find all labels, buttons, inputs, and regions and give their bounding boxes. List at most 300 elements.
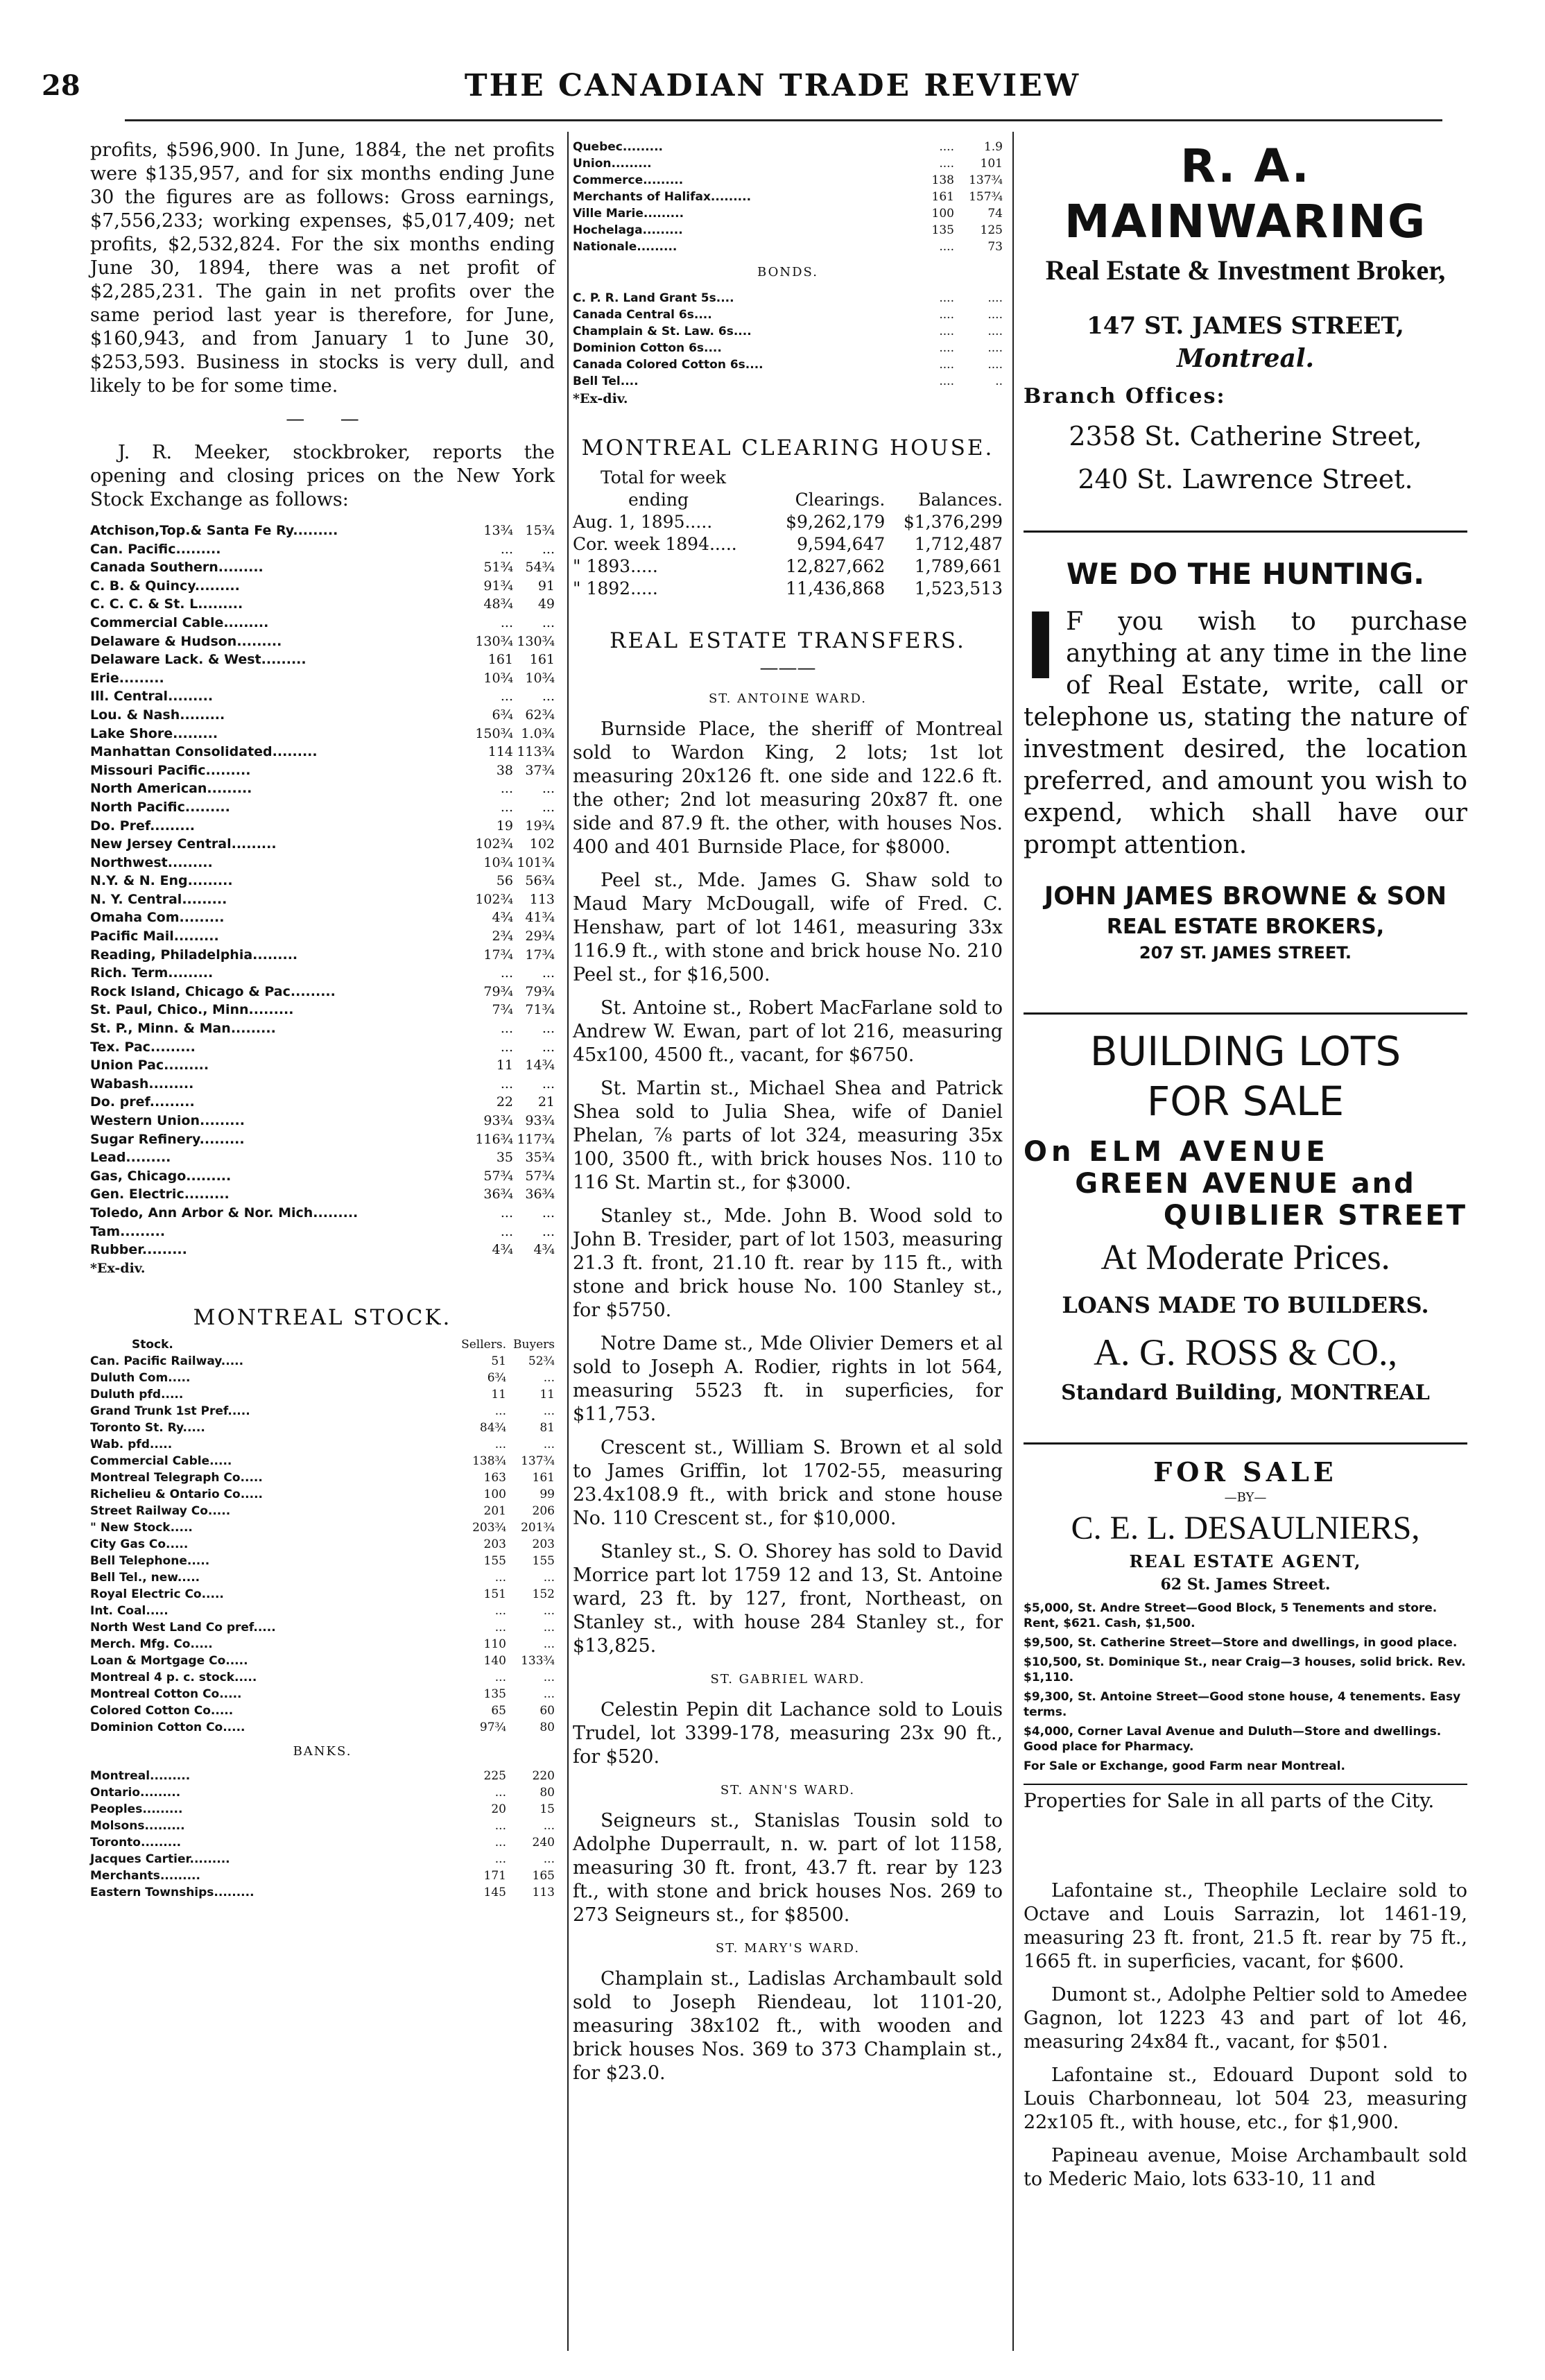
ad-line: GREEN AVENUE and <box>1075 1168 1416 1200</box>
running-head: THE CANADIAN TRADE REVIEW <box>464 68 1081 103</box>
table-row <box>90 1469 555 1486</box>
banks-continued-table <box>573 139 1003 255</box>
ward-heading: ST. GABRIEL WARD. <box>710 1672 865 1687</box>
row-name: Delaware Lack. & West......... <box>90 652 307 668</box>
ad-mainwaring <box>1024 139 1467 533</box>
row-value: ... <box>543 1437 555 1451</box>
table-row <box>90 1075 555 1094</box>
sale-item: For Sale or Exchange, good Farm near Montreal. <box>1024 1759 1345 1773</box>
table-row <box>573 340 1003 356</box>
row-value: .... <box>939 140 954 154</box>
row-value: ... <box>543 1404 555 1418</box>
row-name: Int. Coal..... <box>90 1603 169 1618</box>
table-row <box>90 1536 555 1553</box>
row-value: 4¾ <box>492 910 513 926</box>
table-row <box>90 1403 555 1420</box>
row-value: 171 <box>483 1868 506 1883</box>
clearing-label: Cor. week 1894..... <box>573 534 737 554</box>
row-name: Toronto......... <box>90 1835 182 1849</box>
column-left <box>90 139 555 1901</box>
table-row <box>573 511 1003 533</box>
table-row <box>90 632 555 651</box>
row-name: Montreal......... <box>90 1768 191 1783</box>
row-value: 203 <box>532 1537 555 1551</box>
table-row <box>573 172 1003 189</box>
row-name: Tex. Pac......... <box>90 1039 196 1055</box>
row-name: Montreal Telegraph Co..... <box>90 1470 263 1485</box>
table-row <box>90 1768 555 1784</box>
row-name: Rock Island, Chicago & Pac......... <box>90 983 336 999</box>
row-value: 102 <box>529 836 555 852</box>
row-name: Can. Pacific Railway..... <box>90 1354 244 1368</box>
transfer-paragraph: Seigneurs st., Stanislas Tousin sold to Adolphe Duperrault, n. w. part of lot 1158, measuring 30 ft. front, 43.7 ft. rear by 123 ft., with stone and brick houses Nos. 269 to 273 Seigneurs st., for $8500. <box>573 1810 1003 1926</box>
row-value: ... <box>542 1039 555 1055</box>
table-row <box>90 983 555 1001</box>
row-name: Gas, Chicago......... <box>90 1168 232 1184</box>
row-name: Tam......... <box>90 1223 166 1239</box>
table-header <box>573 467 1003 489</box>
row-value: 79¾ <box>525 983 555 999</box>
row-value: 151 <box>483 1587 506 1601</box>
row-name: Molsons......... <box>90 1818 185 1833</box>
row-value: 60 <box>540 1703 555 1718</box>
row-name: Delaware & Hudson......... <box>90 633 282 649</box>
row-name: Merchants......... <box>90 1868 200 1883</box>
clearing-b: 1,523,513 <box>914 578 1003 598</box>
ad-branch-label: Branch Offices: <box>1024 384 1226 408</box>
row-value: 201¾ <box>521 1520 555 1535</box>
table-row <box>90 835 555 854</box>
table-row <box>90 1719 555 1736</box>
row-value: 152 <box>532 1587 555 1601</box>
transfer-paragraph: Stanley st., S. O. Shorey has sold to David Morrice part lot 1759 12 and 13, St. Antoine ward, 23 ft. by 127, front, Northeast, on Stanley st., with house 284 Stanley st., for $13,825. <box>573 1541 1003 1657</box>
row-name: Duluth Com..... <box>90 1370 191 1385</box>
row-value: 161 <box>529 652 555 668</box>
row-value: ... <box>543 1637 555 1651</box>
row-value: 100 <box>483 1487 506 1501</box>
row-value: 10¾ <box>483 670 513 686</box>
row-value: 203 <box>483 1537 506 1551</box>
row-value: 79¾ <box>483 983 513 999</box>
header-buyers: Buyers <box>513 1337 555 1352</box>
table-row <box>90 1702 555 1719</box>
clearing-c: 12,827,662 <box>786 556 886 576</box>
row-name: Royal Electric Co..... <box>90 1587 224 1601</box>
row-value: 206 <box>532 1503 555 1518</box>
row-value: .... <box>939 240 954 254</box>
row-value: 203¾ <box>472 1520 506 1535</box>
row-value: 54¾ <box>525 560 555 576</box>
row-name: Atchison,Top.& Santa Fe Ry......... <box>90 523 338 538</box>
row-value: 56 <box>496 873 513 889</box>
table-row <box>90 1801 555 1818</box>
row-value: .... <box>939 291 954 305</box>
row-name: Street Railway Co..... <box>90 1503 231 1518</box>
row-name: Missouri Pacific......... <box>90 762 251 778</box>
row-value: ... <box>542 781 555 797</box>
table-row <box>90 1603 555 1619</box>
page-number: 28 <box>42 69 80 102</box>
row-name: Can. Pacific......... <box>90 541 221 557</box>
row-value: ... <box>494 1603 506 1618</box>
row-value: .... <box>939 341 954 355</box>
row-name: N.Y. & N. Eng......... <box>90 873 233 889</box>
ad-address: 207 ST. JAMES STREET. <box>1139 943 1352 963</box>
row-value: 35 <box>496 1150 513 1166</box>
row-value: 17¾ <box>483 947 513 963</box>
row-name: North West Land Co pref..... <box>90 1620 276 1635</box>
row-name: Northwest......... <box>90 854 213 870</box>
row-value: ... <box>543 1620 555 1635</box>
ad-line: At Moderate Prices. <box>1101 1238 1390 1277</box>
ad-tagline: Real Estate & Investment Broker, <box>1045 255 1446 286</box>
header-balances: Balances. <box>918 490 1003 510</box>
clearing-c: 9,594,647 <box>797 534 886 554</box>
row-value: ... <box>543 1687 555 1701</box>
row-name: Wabash......... <box>90 1076 194 1092</box>
section-title: BANKS. <box>293 1743 352 1759</box>
row-value: 93¾ <box>525 1113 555 1128</box>
table-row <box>90 1001 555 1019</box>
row-name: C. P. R. Land Grant 5s.... <box>573 291 734 305</box>
ad-headline: FOR SALE <box>1153 1456 1338 1488</box>
row-value: ... <box>542 1021 555 1037</box>
row-name: Rich. Term......... <box>90 965 214 981</box>
row-value: ... <box>494 1437 506 1451</box>
row-name: Merch. Mfg. Co..... <box>90 1637 213 1651</box>
row-value: ... <box>494 1670 506 1684</box>
row-name: " New Stock..... <box>90 1520 193 1535</box>
row-name: Toledo, Ann Arbor & Nor. Mich......... <box>90 1205 359 1221</box>
row-value: 57¾ <box>483 1168 513 1184</box>
transfer-paragraph: St. Martin st., Michael Shea and Patrick Shea sold to Julia Shea, wife of Daniel Phelan, ⅞ parts of lot 324, measuring 35x 100, 3500 ft., with brick houses Nos. 110 to 116 St. Martin st., for $3000. <box>573 1078 1003 1193</box>
clearing-c: $9,262,179 <box>786 512 886 532</box>
table-row <box>573 373 1003 390</box>
row-value: ... <box>542 1223 555 1239</box>
table-row <box>90 1686 555 1702</box>
table-row <box>573 239 1003 255</box>
row-value: 35¾ <box>525 1150 555 1166</box>
row-value: 100 <box>931 207 954 221</box>
ad-address: 62 St. James Street. <box>1160 1576 1331 1594</box>
row-value: ... <box>542 541 555 557</box>
header-rule <box>125 119 1442 121</box>
table-row <box>90 908 555 927</box>
transfer-paragraph: Lafontaine st., Edouard Dupont sold to Louis Charbonneau, lot 504 23, measuring 22x105 ft., with house, etc., for $1,900. <box>1024 2064 1467 2133</box>
header-ending: ending <box>628 490 689 510</box>
row-value: .. <box>995 374 1003 388</box>
header-sellers: Sellers. <box>461 1337 506 1352</box>
row-name: Pacific Mail......... <box>90 929 219 945</box>
transfer-paragraph: Papineau avenue, Moise Archambault sold to Mederic Maio, lots 633-10, 11 and <box>1024 2145 1467 2190</box>
table-row <box>573 578 1003 600</box>
table-row <box>573 155 1003 172</box>
row-value: ... <box>500 1039 513 1055</box>
row-value: 163 <box>483 1470 506 1485</box>
ad-by: —BY— <box>1224 1490 1267 1505</box>
row-value: ... <box>500 614 513 630</box>
row-name: Champlain & St. Law. 6s.... <box>573 325 752 338</box>
row-value: 15¾ <box>525 523 555 538</box>
row-value: 145 <box>483 1885 506 1899</box>
row-value: 51 <box>491 1354 506 1368</box>
row-name: Peoples......... <box>90 1802 183 1816</box>
row-value: 137¾ <box>969 173 1003 187</box>
table-row <box>90 1553 555 1569</box>
ad-firm: A. G. ROSS & CO., <box>1093 1331 1398 1373</box>
transfer-paragraph: Peel st., Mde. James G. Shaw sold to Maud Mary McDougall, wife of Fred. C. Henshaw, part of lot 1461, measuring 33x 116.9 ft., with stone and brick house No. 210 Peel st., for $16,500. <box>573 870 1003 985</box>
row-name: Bell Tel., new..... <box>90 1570 200 1585</box>
section-title: BONDS. <box>757 265 818 279</box>
table-row <box>90 1167 555 1186</box>
table-row <box>90 1669 555 1686</box>
row-value: 91¾ <box>483 578 513 594</box>
row-value: 51¾ <box>483 560 513 576</box>
row-name: Commercial Cable......... <box>90 614 269 630</box>
table-row <box>90 1112 555 1130</box>
table-row <box>90 650 555 669</box>
table-row <box>573 222 1003 239</box>
transfer-paragraph: Stanley st., Mde. John B. Wood sold to John B. Tresider, part of lot 1503, measuring 21.3 ft. front, 21.10 ft. rear by 115 ft., with stone and brick house No. 100 Stanley st., for $5750. <box>573 1205 1003 1321</box>
row-value: 161 <box>931 190 954 204</box>
sale-item: $9,500, St. Catherine Street—Store and dwellings, in good place. <box>1024 1636 1458 1650</box>
table-row <box>90 1653 555 1669</box>
row-value: 225 <box>483 1768 506 1783</box>
row-name: Montreal Cotton Co..... <box>90 1687 242 1701</box>
row-value: 22 <box>496 1094 513 1110</box>
ad-line: QUIBLIER STREET <box>1163 1200 1467 1232</box>
row-value: 93¾ <box>483 1113 513 1128</box>
row-value: ... <box>500 1076 513 1092</box>
row-value: ... <box>494 1835 506 1849</box>
row-value: 81 <box>540 1420 555 1435</box>
row-value: 17¾ <box>525 947 555 963</box>
row-name: St. Paul, Chico., Minn......... <box>90 1002 294 1018</box>
table-row <box>90 1223 555 1241</box>
row-value: 11 <box>540 1387 555 1402</box>
row-value: 161 <box>532 1470 555 1485</box>
row-name: Eastern Townships......... <box>90 1885 254 1899</box>
row-value: 157¾ <box>969 190 1003 204</box>
row-value: 113 <box>532 1885 555 1899</box>
row-value: 117¾ <box>517 1131 555 1147</box>
table-header <box>573 489 1003 511</box>
row-value: 140 <box>483 1653 506 1668</box>
clearing-b: $1,376,299 <box>903 512 1003 532</box>
row-value: ... <box>543 1852 555 1866</box>
row-value: 19¾ <box>525 818 555 834</box>
row-value: ... <box>542 1076 555 1092</box>
row-name: Union......... <box>573 157 652 171</box>
row-value: 101¾ <box>517 854 555 870</box>
row-value: ... <box>543 1603 555 1618</box>
row-name: Canada Central 6s.... <box>573 308 712 322</box>
table-row <box>573 356 1003 373</box>
row-value: 11 <box>496 1058 513 1073</box>
row-name: Ville Marie......... <box>573 207 684 221</box>
row-value: .... <box>987 358 1003 372</box>
row-name: Dominion Cotton 6s.... <box>573 341 722 355</box>
row-value: 52¾ <box>528 1354 555 1368</box>
column-divider <box>1012 132 1014 2351</box>
ad-body-text: F you wish to purchase anything at any time in the line of Real Estate, write, call or telephone us, stating the nature of investment desired, the location preferred, and amount you wish to expend, which shall have our prompt attention. <box>1024 607 1467 859</box>
row-value: 57¾ <box>525 1168 555 1184</box>
row-name: Jacques Cartier......... <box>90 1852 230 1866</box>
row-value: 6¾ <box>492 707 513 723</box>
table-row <box>90 1619 555 1636</box>
row-value: ... <box>500 689 513 705</box>
row-value: 41¾ <box>525 910 555 926</box>
table-row <box>90 1884 555 1901</box>
row-value: 135 <box>483 1687 506 1701</box>
row-name: Reading, Philadelphia......... <box>90 947 298 963</box>
clearing-label: Aug. 1, 1895..... <box>573 512 713 532</box>
row-value: 125 <box>980 223 1003 237</box>
footnote: *Ex-div. <box>573 391 628 406</box>
row-name: N. Y. Central......... <box>90 891 227 907</box>
row-value: ... <box>494 1818 506 1833</box>
table-row <box>90 1038 555 1057</box>
row-value: .... <box>939 358 954 372</box>
row-value: 73 <box>987 240 1003 254</box>
section-title: REAL ESTATE TRANSFERS. <box>610 628 966 653</box>
table-row <box>90 1185 555 1204</box>
row-name: Colored Cotton Co..... <box>90 1703 234 1718</box>
row-value: ... <box>542 965 555 981</box>
table-row <box>90 725 555 743</box>
row-value: 80 <box>540 1720 555 1734</box>
row-value: .... <box>987 325 1003 338</box>
ad-role: REAL ESTATE AGENT, <box>1129 1551 1362 1571</box>
row-value: 91 <box>537 578 555 594</box>
ad-city: Montreal. <box>1176 344 1315 373</box>
row-name: C. C. C. & St. L......... <box>90 596 243 612</box>
ad-footer: Properties for Sale in all parts of the City. <box>1024 1784 1467 1812</box>
row-value: 116¾ <box>475 1131 513 1147</box>
table-row <box>90 1834 555 1851</box>
table-row <box>90 1019 555 1038</box>
row-value: 10¾ <box>525 670 555 686</box>
row-name: Richelieu & Ontario Co..... <box>90 1487 263 1501</box>
row-value: 138 <box>931 173 954 187</box>
row-name: Wab. pfd..... <box>90 1437 173 1451</box>
table-row <box>90 614 555 632</box>
row-name: Erie......... <box>90 670 164 686</box>
row-value: 80 <box>540 1785 555 1800</box>
row-name: New Jersey Central......... <box>90 836 277 852</box>
ward-heading: ST. MARY'S WARD. <box>715 1941 861 1956</box>
row-name: Western Union......... <box>90 1113 245 1128</box>
row-value: 137¾ <box>521 1454 555 1468</box>
row-name: Rubber......... <box>90 1242 187 1258</box>
table-row <box>90 761 555 780</box>
table-row <box>90 1386 555 1403</box>
row-value: 56¾ <box>525 873 555 889</box>
row-value: 99 <box>540 1487 555 1501</box>
table-row <box>90 964 555 983</box>
ward-heading: ST. ANTOINE WARD. <box>708 691 868 706</box>
row-value: 138¾ <box>472 1454 506 1468</box>
row-value: ... <box>543 1370 555 1385</box>
row-value: 84¾ <box>479 1420 506 1435</box>
table-row <box>90 743 555 761</box>
transfer-paragraph: Lafontaine st., Theophile Leclaire sold to Octave and Louis Sarrazin, lot 1461-19, measuring 23 ft. front, 21.5 ft. rear by 75 ft., 1665 ft. in superficies, vacant, for $600. <box>1024 1880 1467 1972</box>
row-name: Merchants of Halifax......... <box>573 190 752 204</box>
row-value: 37¾ <box>525 762 555 778</box>
table-row <box>573 205 1003 222</box>
row-value: 155 <box>532 1553 555 1568</box>
row-value: 49 <box>537 596 555 612</box>
ad-headline: WE DO THE HUNTING. <box>1066 557 1425 591</box>
row-value: ... <box>500 1205 513 1221</box>
row-value: 113 <box>529 891 555 907</box>
ad-building: Standard Building, MONTREAL <box>1061 1381 1430 1405</box>
ad-address: 147 ST. JAMES STREET, <box>1087 312 1404 340</box>
row-value: 135 <box>931 223 954 237</box>
row-value: 13¾ <box>483 523 513 538</box>
ad-branch: 240 St. Lawrence Street. <box>1078 464 1413 494</box>
clearing-b: 1,712,487 <box>914 534 1003 554</box>
row-value: ... <box>494 1785 506 1800</box>
row-name: Commerce......... <box>573 173 684 187</box>
row-value: .... <box>987 308 1003 322</box>
table-row <box>90 1569 555 1586</box>
table-row <box>90 1241 555 1259</box>
row-name: Ontario......... <box>90 1785 181 1800</box>
row-value: 74 <box>987 207 1003 221</box>
row-value: 4¾ <box>533 1242 555 1258</box>
row-name: Canada Southern......... <box>90 560 264 576</box>
row-name: Manhattan Consolidated......... <box>90 744 318 760</box>
table-row <box>90 1851 555 1868</box>
table-row <box>90 1130 555 1149</box>
clearing-label: " 1893..... <box>573 556 658 576</box>
section-title: MONTREAL STOCK. <box>193 1304 452 1330</box>
table-row <box>90 577 555 596</box>
ny-stock-table <box>90 521 555 1259</box>
section-title: MONTREAL CLEARING HOUSE. <box>581 436 994 460</box>
row-value: 29¾ <box>525 929 555 945</box>
row-value: ... <box>543 1570 555 1585</box>
table-row <box>90 854 555 872</box>
row-value: ... <box>543 1670 555 1684</box>
ad-body <box>1024 594 1467 861</box>
row-value: 4¾ <box>492 1242 513 1258</box>
banks-table <box>90 1768 555 1901</box>
row-value: ... <box>500 541 513 557</box>
table-row <box>90 1148 555 1167</box>
row-name: Dominion Cotton Co..... <box>90 1720 245 1734</box>
table-row <box>90 1370 555 1386</box>
footnote: *Ex-div. <box>90 1260 146 1276</box>
row-value: 62¾ <box>525 707 555 723</box>
row-name: Commercial Cable..... <box>90 1454 232 1468</box>
ad-browne <box>1024 555 1467 1015</box>
table-row <box>90 540 555 559</box>
table-row <box>573 290 1003 307</box>
column-right-text <box>1024 1879 1467 2201</box>
table-row <box>90 1519 555 1536</box>
row-value: 36¾ <box>483 1187 513 1202</box>
row-value: 38 <box>496 762 513 778</box>
row-value: ... <box>500 799 513 815</box>
row-name: Lake Shore......... <box>90 725 218 741</box>
table-row <box>90 1868 555 1884</box>
row-value: 21 <box>537 1094 555 1110</box>
row-name: Nationale......... <box>573 240 677 254</box>
table-row <box>90 706 555 725</box>
row-value: 201 <box>483 1503 506 1518</box>
